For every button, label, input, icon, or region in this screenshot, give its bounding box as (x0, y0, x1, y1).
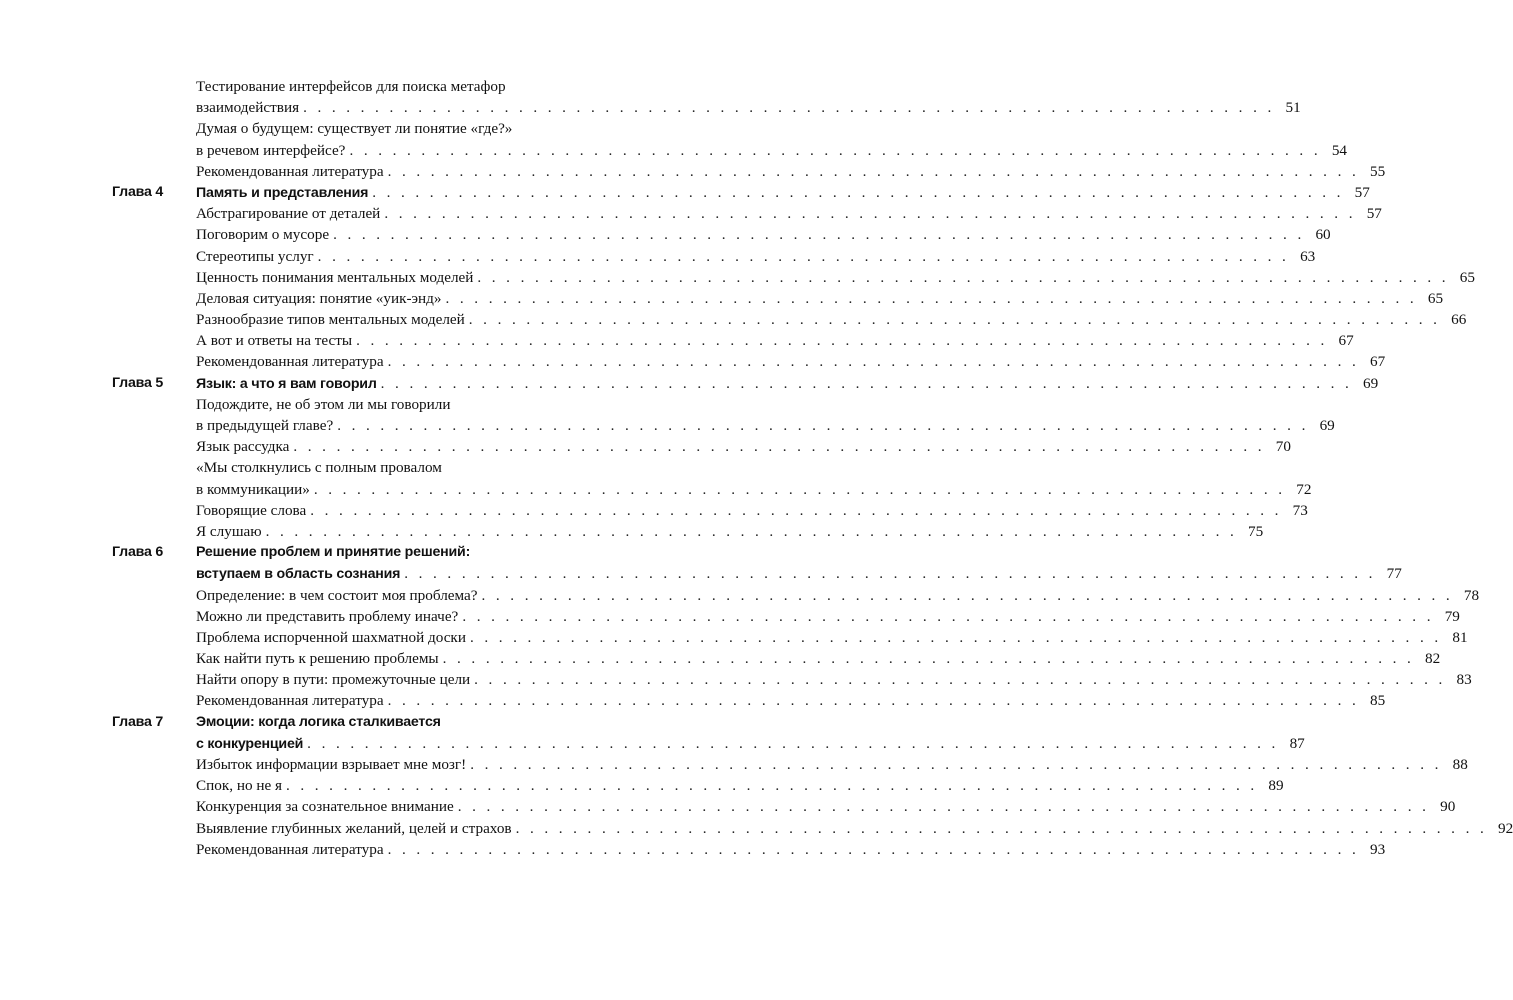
toc-chapter-row (0, 182, 1370, 203)
page-number: 66 (1451, 311, 1467, 329)
entry-title: Рекомендованная литература (196, 692, 384, 710)
toc-entry (196, 97, 1301, 118)
page-number: 77 (1386, 565, 1402, 583)
entry-title: в коммуникации» (196, 480, 310, 498)
toc-entry (196, 606, 1460, 627)
entry-title: Как найти путь к решению проблемы (196, 650, 439, 668)
page-number: 75 (1248, 522, 1264, 540)
chapter-label: Глава 4 (112, 183, 164, 200)
toc-entry (196, 246, 1316, 267)
dot-leader: . . . . . . . . . . . . . . . . . . . . . . . . . . . . . . . . . . . . . . . . . . . . . . . . . . . . . . . . . . . . . . . . . . . . (286, 777, 1258, 795)
dot-leader: . . . . . . . . . . . . . . . . . . . . . . . . . . . . . . . . . . . . . . . . . . . . . . . . . . . . . . . . . . . . . . . . . . . . (387, 692, 1360, 710)
dot-leader: . . . . . . . . . . . . . . . . . . . . . . . . . . . . . . . . . . . . . . . . . . . . . . . . . . . . . . . . . . . . . . . . . . . . (313, 480, 1286, 498)
entry-title: «Мы столкнулись с полным провалом (196, 459, 442, 477)
toc-row (0, 224, 1331, 245)
toc-entry (196, 712, 602, 733)
toc-row (0, 76, 674, 97)
page-number: 57 (1366, 205, 1382, 223)
dot-leader: . . . . . . . . . . . . . . . . . . . . . . . . . . . . . . . . . . . . . . . . . . . . . . . . . . . . . . . . . . . . . . . . . . . . (470, 756, 1442, 773)
toc-row (0, 415, 1335, 436)
toc-entry (196, 563, 1402, 585)
toc-row (0, 118, 674, 139)
entry-title: взаимодействия (196, 99, 300, 117)
dot-leader: . . . . . . . . . . . . . . . . . . . . . . . . . . . . . . . . . . . . . . . . . . . . . . . . . . . . . . . . . . . . . . . . . . . . (372, 183, 1344, 201)
page-number: 73 (1292, 501, 1308, 519)
toc-row (0, 754, 1468, 775)
toc-row (0, 521, 1264, 542)
dot-leader: . . . . . . . . . . . . . . . . . . . . . . . . . . . . . . . . . . . . . . . . . . . . . . . . . . . . . . . . . . . . . . . . . . . . (474, 671, 1446, 689)
dot-leader: . . . . . . . . . . . . . . . . . . . . . . . . . . . . . . . . . . . . . . . . . . . . . . . . . . . . . . . . . . . . . . . . . . . . (387, 162, 1360, 180)
page-number: 54 (1331, 141, 1348, 159)
toc-row (0, 690, 1386, 711)
entry-title: Абстрагирование от деталей (196, 205, 381, 223)
page-number: 65 (1427, 289, 1444, 307)
toc-entry (196, 754, 1468, 775)
toc-entry (196, 330, 1354, 351)
toc-entry (196, 627, 1468, 648)
toc-entry (196, 585, 1480, 606)
dot-leader: . . . . . . . . . . . . . . . . . . . . . . . . . . . . . . . . . . . . . . . . . . . . . . . . . . . . . . . . . . . . . . . . . . . . (468, 311, 1441, 329)
toc-entry (196, 775, 1284, 796)
page-number: 81 (1452, 628, 1468, 646)
entry-title: Избыток информации взрывает мне мозг! (196, 756, 467, 773)
toc-row (0, 267, 1475, 288)
entry-title: Рекомендованная литература (196, 840, 384, 858)
toc-entry (196, 839, 1386, 860)
page-number: 83 (1456, 671, 1472, 689)
page-number: 72 (1296, 480, 1312, 498)
toc-entry (196, 648, 1441, 669)
toc-entry (196, 818, 1513, 839)
page-number: 67 (1369, 353, 1386, 371)
entry-title: Определение: в чем состоит моя проблема? (196, 586, 478, 604)
toc-entry (196, 690, 1386, 711)
dot-leader: . . . . . . . . . . . . . . . . . . . . . . . . . . . . . . . . . . . . . . . . . . . . . . . . . . . . . . . . . . . . . . . . . . . . (477, 268, 1449, 286)
entry-title: Проблема испорченной шахматной доски (196, 628, 466, 646)
entry-title: в речевом интерфейсе? (196, 141, 346, 159)
entry-title: Выявление глубинных желаний, целей и страхов (196, 819, 512, 837)
entry-title: в предыдущей главе? (196, 417, 334, 434)
toc-row (0, 161, 1386, 182)
toc-entry (196, 351, 1386, 372)
dot-leader: . . . . . . . . . . . . . . . . . . . . . . . . . . . . . . . . . . . . . . . . . . . . . . . . . . . . . . . . . . . . . . . . . . . . (265, 522, 1238, 540)
toc-row (0, 627, 1468, 648)
toc-chapter-row (0, 712, 674, 733)
toc-entry (196, 796, 1456, 817)
page-number: 79 (1444, 607, 1460, 625)
toc-row (0, 648, 1441, 669)
dot-leader: . . . . . . . . . . . . . . . . . . . . . . . . . . . . . . . . . . . . . . . . . . . . . . . . . . . . . . . . . . . . . . . . . . . . (303, 99, 1275, 117)
toc-row (0, 606, 1460, 627)
dot-leader: . . . . . . . . . . . . . . . . . . . . . . . . . . . . . . . . . . . . . . . . . . . . . . . . . . . . . . . . . . . . . . . . . . . . (457, 798, 1430, 816)
toc-row (0, 775, 1284, 796)
entry-title: Говорящие слова (196, 501, 307, 519)
table-of-contents (0, 76, 1513, 860)
toc-row (0, 351, 1386, 372)
dot-leader: . . . . . . . . . . . . . . . . . . . . . . . . . . . . . . . . . . . . . . . . . . . . . . . . . . . . . . . . . . . . . . . . . . . . (387, 840, 1360, 858)
dot-leader: . . . . . . . . . . . . . . . . . . . . . . . . . . . . . . . . . . . . . . . . . . . . . . . . . . . . . . . . . . . . . . . . . . . . (356, 332, 1328, 350)
entry-title: Конкуренция за сознательное внимание (196, 798, 454, 816)
page-number: 92 (1497, 819, 1513, 837)
dot-leader: . . . . . . . . . . . . . . . . . . . . . . . . . . . . . . . . . . . . . . . . . . . . . . . . . . . . . . . . . . . . . . . . . . . . (349, 141, 1322, 159)
toc-row (0, 288, 1444, 309)
toc-row (0, 585, 1480, 606)
toc-entry (196, 521, 1264, 542)
toc-entry (196, 182, 1370, 204)
dot-leader: . . . . . . . . . . . . . . . . . . . . . . . . . . . . . . . . . . . . . . . . . . . . . . . . . . . . . . . . . . . . . . . . . . . . (384, 205, 1356, 223)
entry-title: Стереотипы услуг (196, 247, 314, 265)
toc-entry (196, 457, 602, 478)
toc-entry (196, 267, 1475, 288)
toc-row (0, 394, 674, 415)
entry-title: Тестирование интерфейсов для поиска метафор (196, 78, 506, 95)
dot-leader: . . . . . . . . . . . . . . . . . . . . . . . . . . . . . . . . . . . . . . . . . . . . . . . . . . . . . . . . . . . . . . . . . . . . (317, 247, 1290, 265)
toc-entry (196, 203, 1382, 224)
entry-title: Рекомендованная литература (196, 353, 384, 371)
dot-leader: . . . . . . . . . . . . . . . . . . . . . . . . . . . . . . . . . . . . . . . . . . . . . . . . . . . . . . . . . . . . . . . . . . . . (307, 734, 1279, 752)
toc-entry (196, 415, 1335, 436)
toc-entry (196, 500, 1308, 521)
toc-row (0, 309, 1467, 330)
page-number: 69 (1319, 417, 1335, 434)
toc-row (0, 140, 1348, 161)
toc-entry (196, 436, 1291, 457)
entry-title: Подождите, не об этом ли мы говорили (196, 395, 451, 413)
page-number: 55 (1369, 162, 1386, 180)
dot-leader: . . . . . . . . . . . . . . . . . . . . . . . . . . . . . . . . . . . . . . . . . . . . . . . . . . . . . . . . . . . . . . . . . . . . (469, 628, 1442, 646)
dot-leader: . . . . . . . . . . . . . . . . . . . . . . . . . . . . . . . . . . . . . . . . . . . . . . . . . . . . . . . . . . . . . . . . . . . . (310, 501, 1282, 519)
toc-entry (196, 394, 602, 415)
dot-leader: . . . . . . . . . . . . . . . . . . . . . . . . . . . . . . . . . . . . . . . . . . . . . . . . . . . . . . . . . . . . . . . . . . . . (404, 565, 1376, 583)
page-number: 90 (1440, 798, 1456, 816)
page-number: 63 (1300, 247, 1316, 265)
entry-title: Думая о будущем: существует ли понятие «где?» (196, 120, 513, 138)
dot-leader: . . . . . . . . . . . . . . . . . . . . . . . . . . . . . . . . . . . . . . . . . . . . . . . . . . . . . . . . . . . . . . . . . . . . (462, 607, 1434, 625)
entry-title: с конкуренцией (196, 735, 304, 752)
entry-title: Язык рассудка (196, 438, 290, 456)
page-number: 60 (1315, 226, 1331, 244)
toc-chapter-row (0, 542, 674, 563)
dot-leader: . . . . . . . . . . . . . . . . . . . . . . . . . . . . . . . . . . . . . . . . . . . . . . . . . . . . . . . . . . . . . . . . . . . . (442, 650, 1415, 668)
chapter-label: Глава 5 (112, 374, 164, 391)
entry-title: Поговорим о мусоре (196, 226, 330, 244)
toc-entry (196, 542, 602, 563)
toc-row (0, 818, 1513, 839)
page-number: 89 (1268, 777, 1284, 795)
page-number: 82 (1425, 650, 1441, 668)
entry-title: Эмоции: когда логика сталкивается (196, 713, 441, 730)
page-number: 69 (1363, 374, 1379, 392)
entry-title: Деловая ситуация: понятие «уик-энд» (196, 289, 442, 307)
toc-row (0, 563, 1402, 584)
dot-leader: . . . . . . . . . . . . . . . . . . . . . . . . . . . . . . . . . . . . . . . . . . . . . . . . . . . . . . . . . . . . . . . . . . . . (293, 438, 1265, 456)
toc-chapter-row (0, 373, 1379, 394)
entry-title: Разнообразие типов ментальных моделей (196, 311, 465, 329)
toc-row (0, 457, 674, 478)
entry-title: А вот и ответы на тесты (196, 332, 353, 350)
entry-title: Рекомендованная литература (196, 162, 384, 180)
dot-leader: . . . . . . . . . . . . . . . . . . . . . . . . . . . . . . . . . . . . . . . . . . . . . . . . . . . . . . . . . . . . . . . . . . . . (337, 417, 1309, 434)
entry-title: Ценность понимания ментальных моделей (196, 268, 474, 286)
page-number: 78 (1463, 586, 1480, 604)
page-number: 57 (1354, 183, 1370, 201)
toc-row (0, 839, 1386, 860)
toc-row (0, 500, 1308, 521)
toc-entry (196, 76, 602, 97)
entry-title: вступаем в область сознания (196, 566, 401, 583)
entry-title: Найти опору в пути: промежуточные цели (196, 671, 471, 689)
entry-title: Я слушаю (196, 522, 262, 540)
toc-row (0, 246, 1316, 267)
toc-row (0, 479, 1312, 500)
entry-title: Язык: а что я вам говорил (196, 375, 377, 392)
toc-entry (196, 479, 1312, 500)
toc-row (0, 330, 1354, 351)
toc-row (0, 733, 1305, 754)
dot-leader: . . . . . . . . . . . . . . . . . . . . . . . . . . . . . . . . . . . . . . . . . . . . . . . . . . . . . . . . . . . . . . . . . . . . (445, 289, 1418, 307)
entry-title: Решение проблем и принятие решений: (196, 544, 471, 561)
dot-leader: . . . . . . . . . . . . . . . . . . . . . . . . . . . . . . . . . . . . . . . . . . . . . . . . . . . . . . . . . . . . . . . . . . . . (333, 226, 1305, 244)
entry-title: Спок, но не я (196, 777, 282, 795)
toc-entry (196, 373, 1379, 395)
page-number: 65 (1459, 268, 1475, 286)
toc-row (0, 97, 1301, 118)
page-number: 87 (1289, 734, 1305, 752)
dot-leader: . . . . . . . . . . . . . . . . . . . . . . . . . . . . . . . . . . . . . . . . . . . . . . . . . . . . . . . . . . . . . . . . . . . . (515, 819, 1488, 837)
toc-entry (196, 224, 1331, 245)
toc-entry (196, 288, 1444, 309)
dot-leader: . . . . . . . . . . . . . . . . . . . . . . . . . . . . . . . . . . . . . . . . . . . . . . . . . . . . . . . . . . . . . . . . . . . . (387, 353, 1360, 371)
toc-entry (196, 140, 1348, 161)
chapter-label: Глава 7 (112, 713, 164, 730)
page-number: 85 (1369, 692, 1386, 710)
page-number: 51 (1285, 99, 1301, 117)
toc-row (0, 203, 1382, 224)
entry-title: Память и представления (196, 184, 369, 201)
dot-leader: . . . . . . . . . . . . . . . . . . . . . . . . . . . . . . . . . . . . . . . . . . . . . . . . . . . . . . . . . . . . . . . . . . . . (380, 374, 1353, 392)
toc-row (0, 436, 1291, 457)
page-number: 93 (1369, 840, 1386, 858)
toc-entry (196, 118, 602, 139)
toc-row (0, 796, 1456, 817)
chapter-label: Глава 6 (112, 544, 164, 561)
toc-entry (196, 733, 1305, 755)
page-number: 88 (1452, 756, 1468, 773)
page-number: 70 (1275, 438, 1291, 456)
toc-entry (196, 669, 1472, 690)
toc-entry (196, 309, 1467, 330)
entry-title: Можно ли представить проблему иначе? (196, 607, 459, 625)
toc-entry (196, 161, 1386, 182)
toc-row (0, 669, 1472, 690)
page-number: 67 (1338, 332, 1354, 350)
dot-leader: . . . . . . . . . . . . . . . . . . . . . . . . . . . . . . . . . . . . . . . . . . . . . . . . . . . . . . . . . . . . . . . . . . . . (481, 586, 1454, 604)
